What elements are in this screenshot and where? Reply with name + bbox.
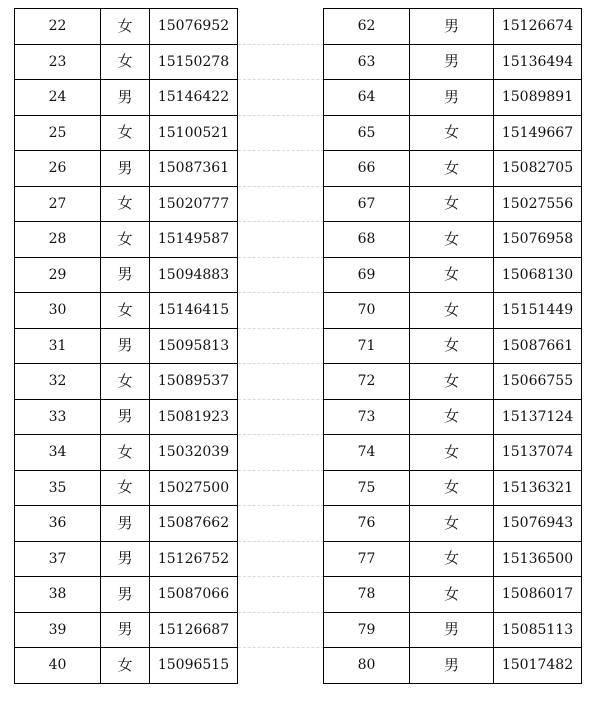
gutter-guide-line: [238, 328, 324, 329]
table-row: [324, 612, 582, 648]
gutter-guide-line: [238, 470, 324, 471]
row-number-cell: 63: [324, 44, 410, 80]
table-row: [324, 115, 582, 151]
gutter-guides: [238, 8, 324, 701]
student-id-cell: 15146422: [150, 80, 238, 116]
table-row: [15, 9, 238, 45]
gender-cell: 女: [101, 186, 150, 222]
gender-cell: 女: [410, 293, 494, 329]
table-row: [15, 186, 238, 222]
gutter-guide-line: [238, 44, 324, 45]
table-row: [15, 541, 238, 577]
table-row: [15, 328, 238, 364]
row-number-cell: 73: [324, 399, 410, 435]
student-id-cell: 15151449: [494, 293, 582, 329]
gender-cell: 男: [101, 506, 150, 542]
student-id-cell: 15066755: [494, 364, 582, 400]
gender-cell: 女: [410, 115, 494, 151]
row-number-cell: 76: [324, 506, 410, 542]
student-id-cell: 15126752: [150, 541, 238, 577]
table-row: [324, 257, 582, 293]
student-id-cell: 15149587: [150, 222, 238, 258]
row-number-cell: 77: [324, 541, 410, 577]
gender-cell: 女: [101, 470, 150, 506]
roster-table-right: [323, 8, 582, 684]
gender-cell: 女: [410, 506, 494, 542]
gender-cell: 女: [101, 435, 150, 471]
student-id-cell: 15150278: [150, 44, 238, 80]
student-id-cell: 15068130: [494, 257, 582, 293]
table-row: [15, 222, 238, 258]
table-row: [15, 364, 238, 400]
gutter-guide-line: [238, 576, 324, 577]
gender-cell: 男: [101, 151, 150, 187]
table-row: [324, 293, 582, 329]
gender-cell: 男: [101, 80, 150, 116]
row-number-cell: 70: [324, 293, 410, 329]
table-row: [15, 612, 238, 648]
table-row: [15, 115, 238, 151]
row-number-cell: 31: [15, 328, 101, 364]
table-row: [15, 435, 238, 471]
table-row: [324, 399, 582, 435]
row-number-cell: 80: [324, 648, 410, 684]
gutter-guide-line: [238, 292, 324, 293]
table-row: [324, 541, 582, 577]
student-id-cell: 15100521: [150, 115, 238, 151]
roster-body-right: [324, 9, 582, 684]
table-row: [324, 80, 582, 116]
gutter-guide-line: [238, 257, 324, 258]
gender-cell: 男: [410, 648, 494, 684]
student-id-cell: 15136500: [494, 541, 582, 577]
table-row: [324, 44, 582, 80]
table-row: [15, 80, 238, 116]
gender-cell: 女: [410, 222, 494, 258]
student-id-cell: 15136494: [494, 44, 582, 80]
student-id-cell: 15027556: [494, 186, 582, 222]
student-id-cell: 15017482: [494, 648, 582, 684]
gender-cell: 女: [101, 364, 150, 400]
student-id-cell: 15137074: [494, 435, 582, 471]
student-id-cell: 15081923: [150, 399, 238, 435]
gutter-guide-line: [238, 186, 324, 187]
student-id-cell: 15095813: [150, 328, 238, 364]
row-number-cell: 75: [324, 470, 410, 506]
gender-cell: 女: [410, 541, 494, 577]
table-row: [324, 9, 582, 45]
table-row: [324, 364, 582, 400]
gutter-guide-line: [238, 79, 324, 80]
row-number-cell: 25: [15, 115, 101, 151]
student-id-cell: 15089537: [150, 364, 238, 400]
gender-cell: 女: [410, 577, 494, 613]
row-number-cell: 29: [15, 257, 101, 293]
table-row: [15, 577, 238, 613]
student-id-cell: 15087066: [150, 577, 238, 613]
table-row: [324, 435, 582, 471]
gender-cell: 男: [101, 612, 150, 648]
gutter-guide-line: [238, 612, 324, 613]
row-number-cell: 71: [324, 328, 410, 364]
student-id-cell: 15027500: [150, 470, 238, 506]
gender-cell: 男: [101, 577, 150, 613]
student-id-cell: 15096515: [150, 648, 238, 684]
row-number-cell: 24: [15, 80, 101, 116]
row-number-cell: 64: [324, 80, 410, 116]
gender-cell: 女: [410, 186, 494, 222]
table-row: [324, 577, 582, 613]
table-row: [324, 506, 582, 542]
gender-cell: 女: [101, 222, 150, 258]
gutter-guide-line: [238, 434, 324, 435]
table-row: [15, 470, 238, 506]
table-row: [324, 186, 582, 222]
student-id-cell: 15087361: [150, 151, 238, 187]
gutter-guide-line: [238, 150, 324, 151]
table-row: [324, 222, 582, 258]
student-id-cell: 15137124: [494, 399, 582, 435]
gender-cell: 女: [410, 470, 494, 506]
gender-cell: 男: [101, 399, 150, 435]
table-row: [324, 470, 582, 506]
roster-table-left: [14, 8, 238, 684]
gender-cell: 男: [410, 44, 494, 80]
gender-cell: 男: [101, 328, 150, 364]
row-number-cell: 36: [15, 506, 101, 542]
table-row: [15, 399, 238, 435]
row-number-cell: 74: [324, 435, 410, 471]
row-number-cell: 79: [324, 612, 410, 648]
student-id-cell: 15089891: [494, 80, 582, 116]
row-number-cell: 28: [15, 222, 101, 258]
row-number-cell: 65: [324, 115, 410, 151]
row-number-cell: 34: [15, 435, 101, 471]
student-id-cell: 15149667: [494, 115, 582, 151]
gender-cell: 女: [410, 257, 494, 293]
row-number-cell: 69: [324, 257, 410, 293]
row-number-cell: 35: [15, 470, 101, 506]
student-id-cell: 15126687: [150, 612, 238, 648]
row-number-cell: 38: [15, 577, 101, 613]
gender-cell: 女: [101, 44, 150, 80]
gutter-guide-line: [238, 363, 324, 364]
row-number-cell: 22: [15, 9, 101, 45]
table-row: [15, 648, 238, 684]
student-id-cell: 15087661: [494, 328, 582, 364]
student-id-cell: 15085113: [494, 612, 582, 648]
table-row: [324, 648, 582, 684]
student-id-cell: 15076952: [150, 9, 238, 45]
row-number-cell: 33: [15, 399, 101, 435]
gender-cell: 女: [410, 151, 494, 187]
table-row: [15, 257, 238, 293]
gender-cell: 女: [101, 9, 150, 45]
student-id-cell: 15146415: [150, 293, 238, 329]
row-number-cell: 32: [15, 364, 101, 400]
student-id-cell: 15086017: [494, 577, 582, 613]
student-id-cell: 15082705: [494, 151, 582, 187]
gender-cell: 女: [101, 115, 150, 151]
row-number-cell: 68: [324, 222, 410, 258]
gutter-guide-line: [238, 505, 324, 506]
table-row: [15, 506, 238, 542]
gender-cell: 男: [410, 612, 494, 648]
table-row: [324, 151, 582, 187]
gender-cell: 女: [101, 648, 150, 684]
student-id-cell: 15076958: [494, 222, 582, 258]
gender-cell: 男: [101, 541, 150, 577]
row-number-cell: 66: [324, 151, 410, 187]
row-number-cell: 30: [15, 293, 101, 329]
student-id-cell: 15087662: [150, 506, 238, 542]
student-id-cell: 15126674: [494, 9, 582, 45]
row-number-cell: 39: [15, 612, 101, 648]
row-number-cell: 37: [15, 541, 101, 577]
roster-body-left: [15, 9, 238, 684]
table-row: [324, 328, 582, 364]
table-row: [15, 44, 238, 80]
student-id-cell: 15076943: [494, 506, 582, 542]
gender-cell: 男: [410, 9, 494, 45]
gender-cell: 女: [410, 328, 494, 364]
row-number-cell: 78: [324, 577, 410, 613]
table-row: [15, 293, 238, 329]
student-id-cell: 15032039: [150, 435, 238, 471]
row-number-cell: 62: [324, 9, 410, 45]
gender-cell: 女: [410, 364, 494, 400]
gutter-guide-line: [238, 647, 324, 648]
row-number-cell: 26: [15, 151, 101, 187]
student-id-cell: 15136321: [494, 470, 582, 506]
gutter-guide-line: [238, 115, 324, 116]
gutter-guide-line: [238, 399, 324, 400]
gender-cell: 女: [410, 399, 494, 435]
row-number-cell: 72: [324, 364, 410, 400]
row-number-cell: 23: [15, 44, 101, 80]
gender-cell: 男: [410, 80, 494, 116]
gutter-guide-line: [238, 221, 324, 222]
gender-cell: 女: [101, 293, 150, 329]
table-row: [15, 151, 238, 187]
student-id-cell: 15094883: [150, 257, 238, 293]
student-id-cell: 15020777: [150, 186, 238, 222]
row-number-cell: 27: [15, 186, 101, 222]
row-number-cell: 40: [15, 648, 101, 684]
gender-cell: 女: [410, 435, 494, 471]
gender-cell: 男: [101, 257, 150, 293]
gutter-guide-line: [238, 541, 324, 542]
row-number-cell: 67: [324, 186, 410, 222]
